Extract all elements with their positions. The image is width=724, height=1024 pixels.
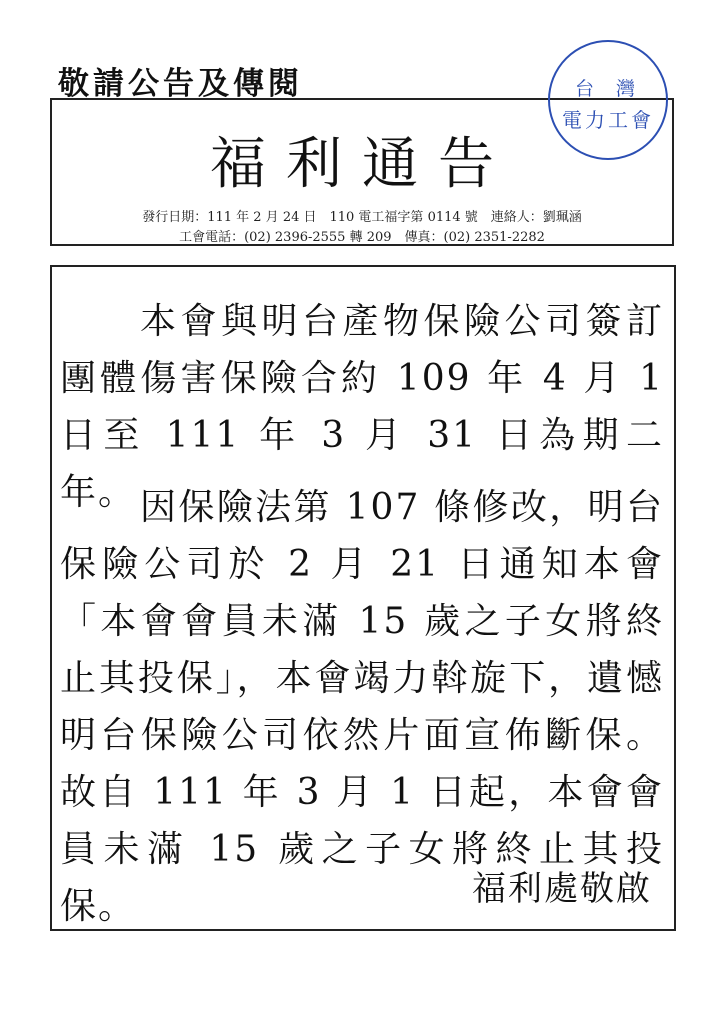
notice-body: [50, 265, 676, 931]
paragraph-contract: 本會與明台產物保險公司簽訂團體傷害保險合約 109 年 4 月 1 日至 111 年 3 月 31 日為期二年。: [60, 301, 664, 513]
paragraph-termination: 因保險法第 107 條修改，明台保險公司於 2 月 21 日通知本會「本會會員未滿 15 歲之子女將終止其投保」，本會竭力斡旋下，遺憾明台保險公司依然片面宣佈斷保。故自 111 年 3 月 1 日起，本會會員未滿 15 歲之子女將終止其投保。: [60, 487, 664, 927]
notice-label: 敬請公告及傳閱: [58, 66, 303, 102]
signature: 福利處敬啟: [472, 869, 652, 909]
union-seal-stamp: [548, 40, 668, 160]
contact-info-line: 工會電話：(02) 2396-2555 轉 209 傳真：(02) 2351-2282: [179, 230, 545, 245]
stamp-text-top: 台灣: [574, 78, 657, 100]
notice-title: 福利通告: [210, 132, 514, 197]
stamp-text-bottom: 電力工會: [562, 108, 654, 132]
issue-info-line: 發行日期：111 年 2 月 24 日 110 電工福字第 0114 號 連絡人：劉珮涵: [142, 210, 582, 225]
